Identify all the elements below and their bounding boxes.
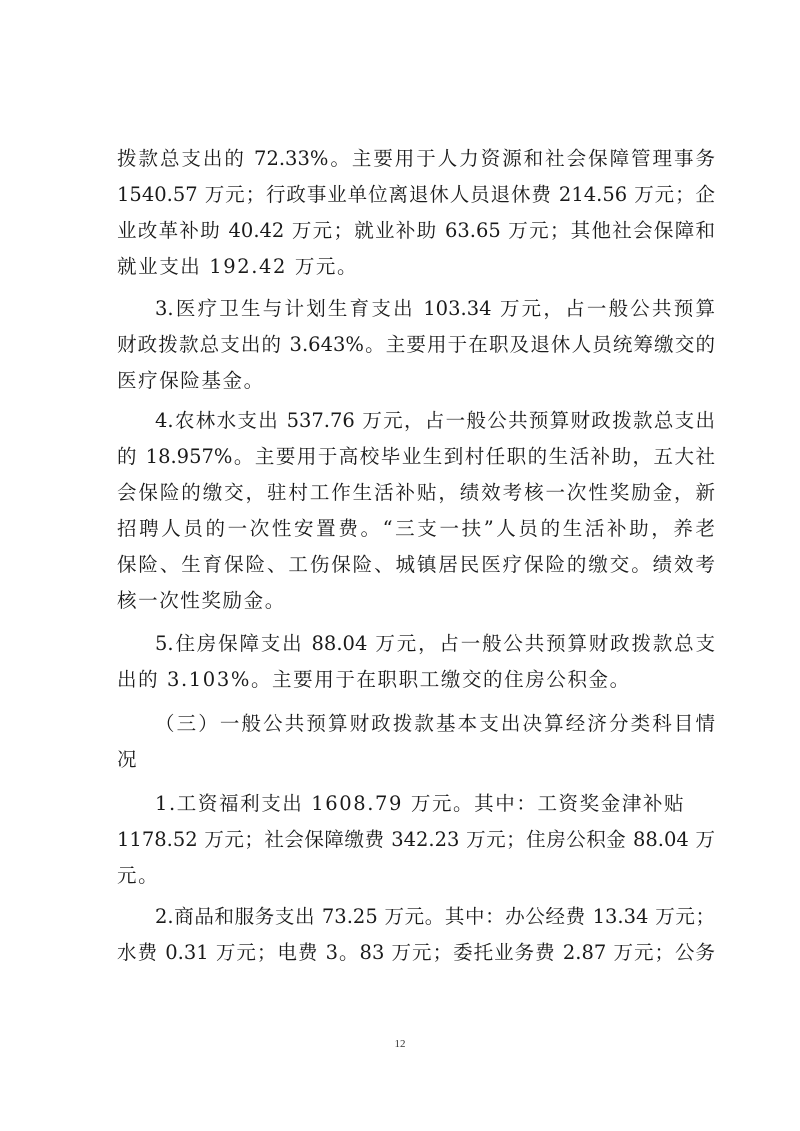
- text-line: 业改革补助 40.42 万元；就业补助 63.65 万元；其他社会保障和: [117, 219, 715, 242]
- paragraph-heading: 3.医疗卫生与计划生育支出 103.34 万元，占一般公共预算: [155, 297, 715, 320]
- page-number: 12: [394, 1038, 406, 1050]
- text-line: 的 18.957%。主要用于高校毕业生到村任职的生活补助，五大社: [117, 445, 715, 468]
- text-line: 就业支出 192.42 万元。: [117, 255, 359, 278]
- text-line: 元。: [117, 864, 160, 887]
- text-line: 保险、生育保险、工伤保险、城镇居民医疗保险的缴交。绩效考: [117, 553, 715, 576]
- text-line: 会保险的缴交，驻村工作生活补贴，绩效考核一次性奖励金，新: [117, 481, 715, 504]
- text-line: 1178.52 万元；社会保障缴费 342.23 万元；住房公积金 88.04 万: [117, 828, 715, 851]
- text-line: 1540.57 万元；行政事业单位离退休人员退休费 214.56 万元；企: [117, 183, 715, 206]
- section-heading-continued: 况: [117, 748, 139, 771]
- paragraph-heading: 2.商品和服务支出 73.25 万元。其中：办公经费 13.34 万元；: [155, 905, 715, 928]
- paragraph-heading: 4.农林水支出 537.76 万元，占一般公共预算财政拨款总支出: [155, 409, 715, 432]
- text-line: 财政拨款总支出的 3.643%。主要用于在职及退休人员统筹缴交的: [117, 333, 715, 356]
- text-line: 水费 0.31 万元；电费 3。83 万元；委托业务费 2.87 万元；公务: [117, 941, 715, 964]
- text-line: 核一次性奖励金。: [117, 589, 286, 612]
- text-line: 出的 3.103%。主要用于在职职工缴交的住房公积金。: [117, 668, 631, 691]
- text-line: 招聘人员的一次性安置费。“三支一扶”人员的生活补助，养老: [117, 517, 715, 540]
- paragraph-heading: 1.工资福利支出 1608.79 万元。其中：工资奖金津补贴: [155, 792, 686, 815]
- section-heading: （三）一般公共预算财政拨款基本支出决算经济分类科目情: [155, 712, 715, 735]
- paragraph-heading: 5.住房保障支出 88.04 万元，占一般公共预算财政拨款总支: [155, 632, 715, 655]
- text-line: 拨款总支出的 72.33%。主要用于人力资源和社会保障管理事务: [117, 147, 715, 170]
- text-line: 医疗保险基金。: [117, 369, 265, 392]
